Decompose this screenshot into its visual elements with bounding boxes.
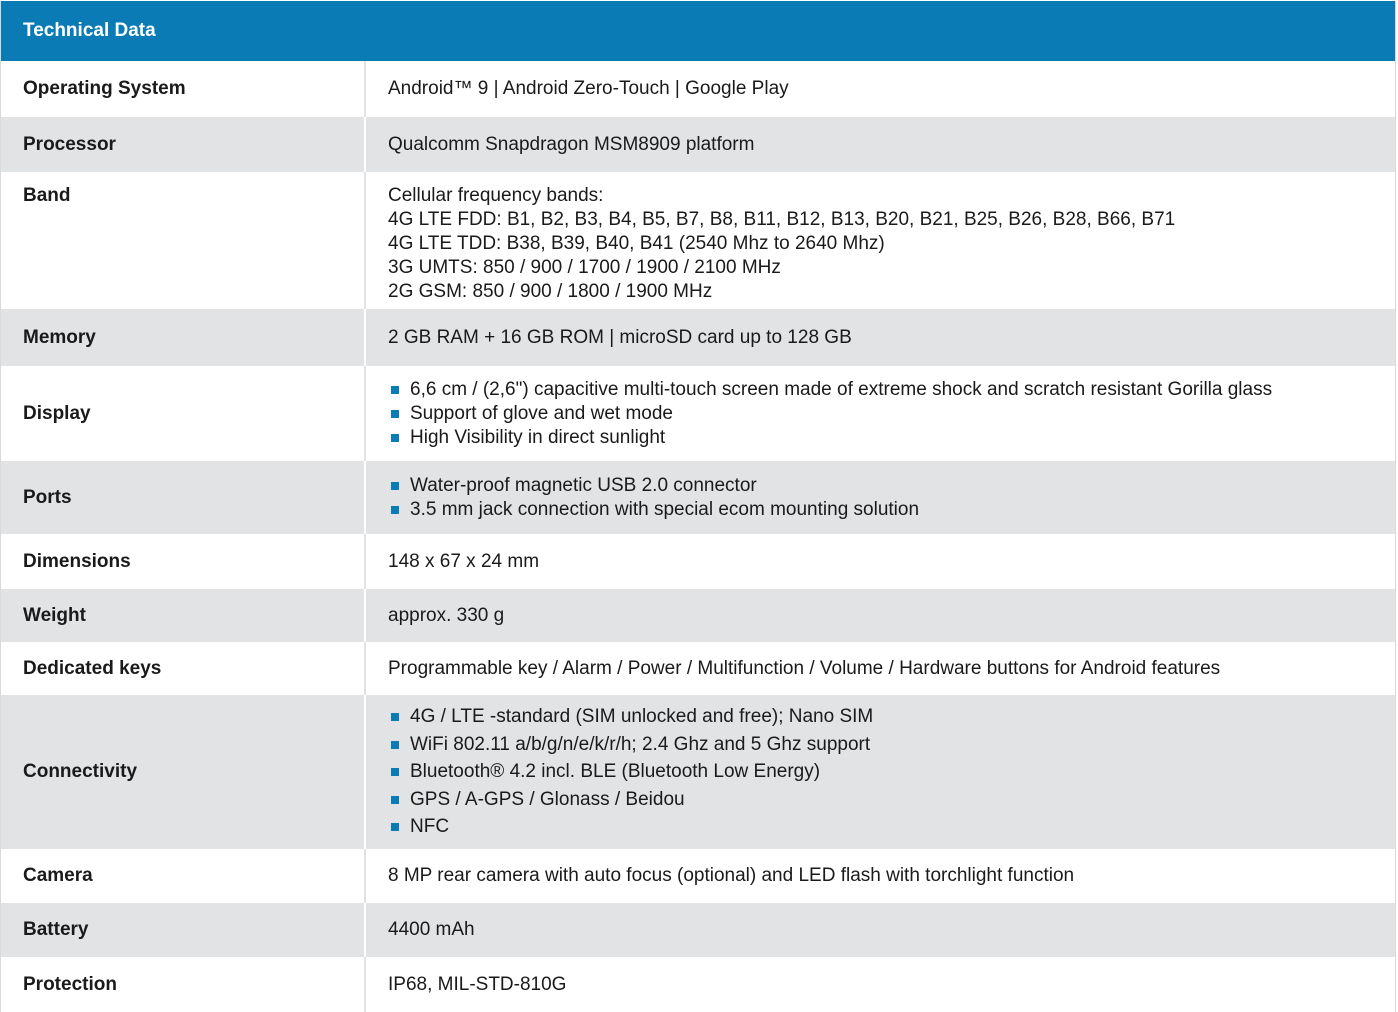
list-item: 4G / LTE -standard (SIM unlocked and free); Nano SIM (388, 703, 1395, 731)
row-label: Operating System (23, 78, 186, 99)
connectivity-list (388, 703, 1395, 841)
row-value: IP68, MIL-STD-810G (365, 957, 1395, 1012)
list-item: GPS / A-GPS / Glonass / Beidou (388, 786, 1395, 814)
row-label: Dedicated keys (23, 657, 162, 679)
table-row (1, 534, 1395, 589)
row-label: Band (23, 185, 71, 206)
row-label: Processor (1, 117, 365, 172)
row-value: approx. 330 g (365, 589, 1395, 642)
row-value (365, 461, 1395, 534)
list-item: 6,6 cm / (2,6") capacitive multi-touch screen made of extreme shock and scratch resistant Gorilla glass (388, 378, 1395, 402)
band-line: 3G UMTS: 850 / 900 / 1700 / 1900 / 2100 MHz (388, 257, 781, 278)
row-label: Protection (23, 974, 117, 995)
row-label: Connectivity (1, 695, 365, 849)
table-row (1, 117, 1395, 172)
row-value: 4400 mAh (365, 903, 1395, 957)
row-value: 148 x 67 x 24 mm (365, 534, 1395, 589)
row-value (365, 695, 1395, 849)
list-item: Support of glove and wet mode (388, 402, 1395, 426)
ports-list (388, 474, 1395, 522)
row-label: Display (23, 402, 91, 424)
list-item: Water-proof magnetic USB 2.0 connector (388, 474, 1395, 498)
row-value: 8 MP rear camera with auto focus (optional) and LED flash with torchlight function (365, 849, 1395, 903)
row-label: Ports (1, 461, 365, 534)
table-row (1, 695, 1395, 849)
table-row (1, 172, 1395, 309)
row-value (365, 172, 1395, 309)
row-value: Qualcomm Snapdragon MSM8909 platform (365, 117, 1395, 172)
table-row (1, 366, 1395, 461)
display-list (388, 378, 1395, 450)
band-line: 2G GSM: 850 / 900 / 1800 / 1900 MHz (388, 281, 713, 302)
row-value: Android™ 9 | Android Zero-Touch | Google Play (365, 61, 1395, 117)
list-item: High Visibility in direct sunlight (388, 426, 1395, 450)
table-row (1, 849, 1395, 903)
row-label: Dimensions (23, 550, 131, 572)
technical-data-sheet (0, 1, 1396, 1012)
table-row (1, 461, 1395, 534)
row-value: 2 GB RAM + 16 GB ROM | microSD card up to 128 GB (365, 309, 1395, 366)
row-value: Programmable key / Alarm / Power / Multifunction / Volume / Hardware buttons for Android features (365, 642, 1395, 695)
list-item: NFC (388, 813, 1395, 841)
table-row (1, 903, 1395, 957)
band-line: 4G LTE TDD: B38, B39, B40, B41 (2540 Mhz to 2640 Mhz) (388, 233, 885, 254)
row-label: Battery (1, 903, 365, 957)
band-line: Cellular frequency bands: (388, 185, 604, 206)
list-item: Bluetooth® 4.2 incl. BLE (Bluetooth Low Energy) (388, 758, 1395, 786)
band-line: 4G LTE FDD: B1, B2, B3, B4, B5, B7, B8, B11, B12, B13, B20, B21, B25, B26, B28, B66, B71 (388, 209, 1176, 230)
row-label: Weight (1, 589, 365, 642)
spec-table (1, 61, 1395, 1012)
header-title: Technical Data (23, 20, 156, 41)
list-item: WiFi 802.11 a/b/g/n/e/k/r/h; 2.4 Ghz and 5 Ghz support (388, 731, 1395, 759)
table-row (1, 589, 1395, 642)
list-item: 3.5 mm jack connection with special ecom mounting solution (388, 498, 1395, 522)
row-value (365, 366, 1395, 461)
row-label: Camera (23, 865, 93, 886)
table-row (1, 309, 1395, 366)
table-row (1, 61, 1395, 117)
table-header (1, 1, 1395, 61)
table-row (1, 642, 1395, 695)
table-row (1, 957, 1395, 1012)
row-label: Memory (1, 309, 365, 366)
